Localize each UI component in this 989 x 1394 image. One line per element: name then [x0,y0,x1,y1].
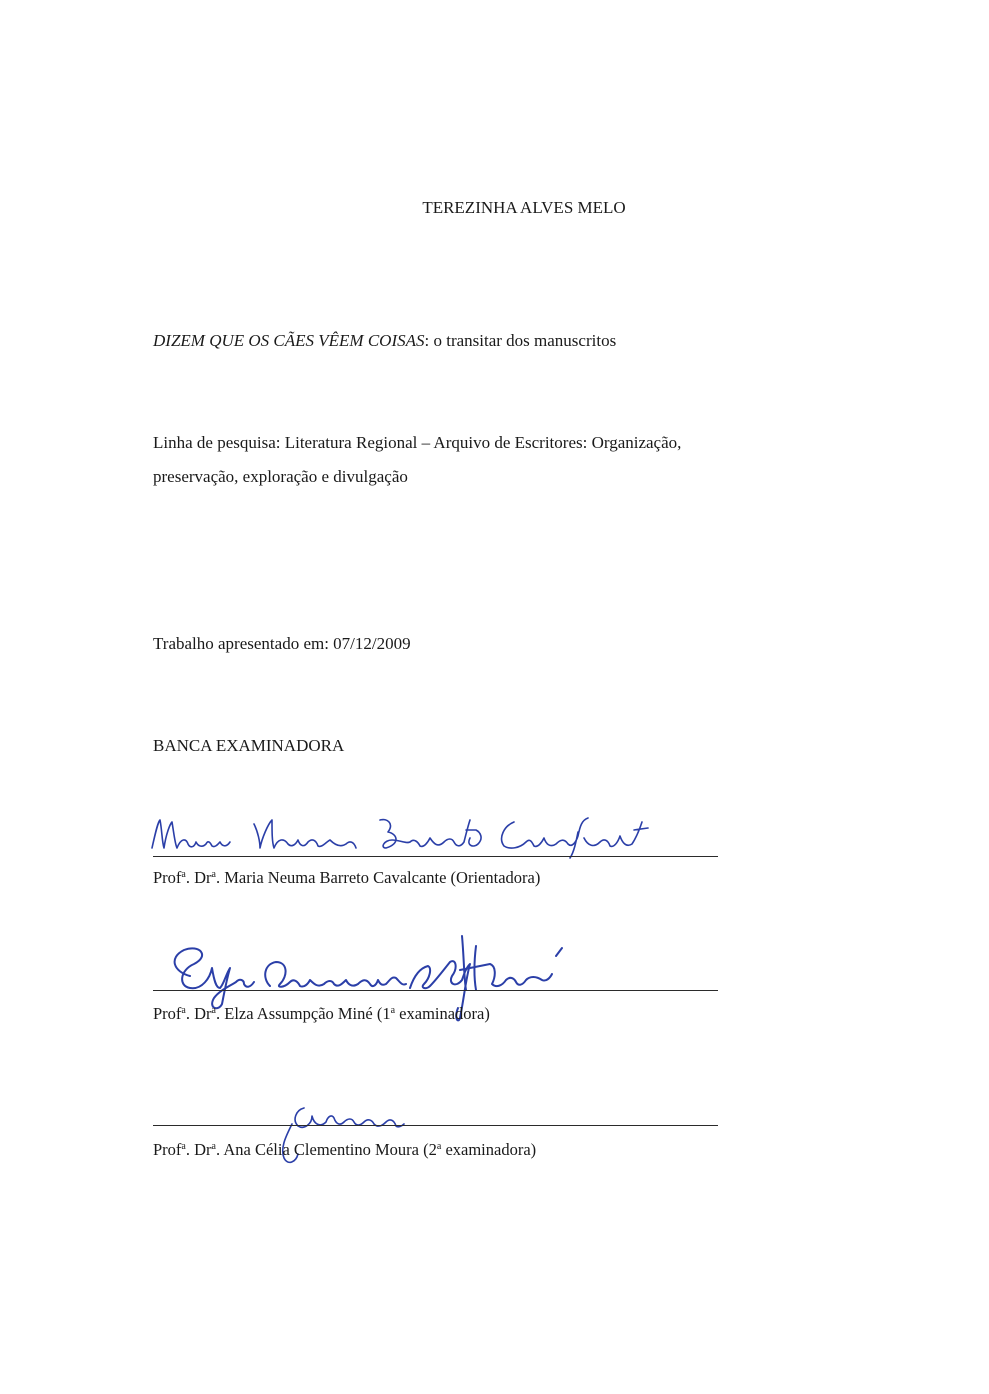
signature-line-2 [153,990,718,991]
research-line-1: Linha de pesquisa: Literatura Regional – Arquivo de Escritores: Organização, [153,433,682,452]
committee-member-2: Prof$^a$. Dr$^a$. Elza Assumpção Miné (1$^a$ examinadora) [153,1004,490,1023]
member-1-name: . Maria Neuma Barreto Cavalcante (Orientadora) [216,868,541,887]
member-3-name: . Ana Célia Clementino Moura (2 [216,1140,437,1159]
presentation-date: Trabalho apresentado em: 07/12/2009 [153,634,411,653]
signature-line-3 [153,1125,718,1126]
signature-line-1 [153,856,718,857]
work-title-subtitle: : o transitar dos manuscritos [424,331,617,350]
work-title-italic: DIZEM QUE OS CÃES VÊEM COISAS [153,331,425,350]
member-2-name: . Elza Assumpção Miné (1 [216,1004,391,1023]
research-line-2: preservação, exploração e divulgação [153,467,408,486]
committee-member-1: Prof$^a$. Dr$^a$. Maria Neuma Barreto Cavalcante (Orientadora) [153,868,541,887]
committee-heading: BANCA EXAMINADORA [153,736,345,755]
committee-member-3: Prof$^a$. Dr$^a$. Ana Célia Clementino Moura (2$^a$ examinadora) [153,1140,537,1159]
signature-1-image [148,808,668,858]
author-name: TEREZINHA ALVES MELO [422,198,626,217]
work-title [153,331,616,351]
